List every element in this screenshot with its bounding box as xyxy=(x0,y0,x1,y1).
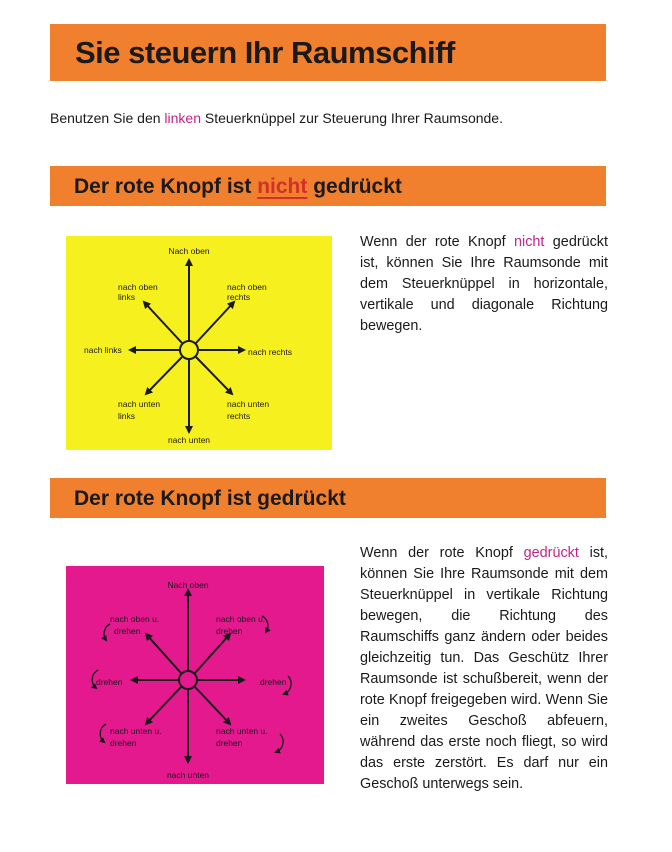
joystick-center-circle xyxy=(179,671,197,689)
label-bottom: nach unten xyxy=(167,435,211,445)
label-lower-left-2: drehen xyxy=(110,738,137,748)
label-lower-left-1: nach unten xyxy=(118,399,161,409)
joystick-diagram-pressed xyxy=(66,566,324,784)
label-left: drehen xyxy=(96,677,123,687)
section1-heading-highlight: nicht xyxy=(257,175,308,198)
label-top: Nach oben xyxy=(168,246,210,256)
label-left: nach links xyxy=(84,345,122,355)
label-lower-left-2: links xyxy=(118,411,136,421)
label-right: drehen xyxy=(260,677,287,687)
section2-text-after: ist, können Sie Ihre Raumsonde mit dem Steuerknüppel in vertikale Richtung bewegen, die Richtung des Raumschiffs ganz ändern oder beides gleichzeitig tun. Das Geschütz Ihrer Raumsonde ist schußbereit, wenn der rote Knopf freigegeben wird. Wenn Sie ein zweites Geschoß abfeuern, während das erste noch fliegt, so wird das erste zerstört. Es darf nur ein Geschoß unterwegs sein. xyxy=(360,545,609,792)
arrow-up-left xyxy=(146,634,181,673)
arrow-up-right xyxy=(196,302,234,343)
rotate-arc-lower-left xyxy=(100,724,106,742)
label-upper-right-2: drehen xyxy=(216,626,243,636)
label-upper-left-1: nach oben u. xyxy=(110,614,160,624)
intro-text xyxy=(50,110,503,126)
section2-text-before: Wenn der rote Knopf xyxy=(360,545,524,561)
label-upper-left-1: nach oben xyxy=(118,282,158,292)
section1-heading-before: Der rote Knopf ist xyxy=(74,175,258,198)
section2-paragraph xyxy=(360,543,608,795)
intro-after: Steuerknüppel zur Steuerung Ihrer Raumsonde. xyxy=(201,110,503,126)
label-upper-right-2: rechts xyxy=(227,292,251,302)
section1-text-highlight: nicht xyxy=(514,234,545,250)
rotate-arc-lower-right xyxy=(276,734,283,752)
label-lower-right-2: rechts xyxy=(227,411,251,421)
label-lower-right-2: drehen xyxy=(216,738,243,748)
section2-text-highlight: gedrückt xyxy=(523,545,579,561)
label-upper-left-2: links xyxy=(118,292,136,302)
label-upper-right-1: nach oben u. xyxy=(216,614,266,624)
page-title: Sie steuern Ihr Raumschiff xyxy=(50,24,606,81)
section1-paragraph xyxy=(360,232,608,337)
label-upper-right-1: nach oben xyxy=(227,282,267,292)
section1-heading-after: gedrückt xyxy=(307,175,402,198)
section2-heading: Der rote Knopf ist gedrückt xyxy=(50,478,606,518)
label-lower-right-1: nach unten xyxy=(227,399,270,409)
section1-text-before: Wenn der rote Knopf xyxy=(360,234,515,250)
joystick-diagram-not-pressed xyxy=(66,236,332,450)
section1-heading xyxy=(50,166,606,206)
arrow-up-right xyxy=(195,634,230,673)
label-top: Nach oben xyxy=(167,580,209,590)
joystick-center-circle xyxy=(180,341,198,359)
label-right: nach rechts xyxy=(248,347,292,357)
intro-highlight: linken xyxy=(164,110,202,126)
label-lower-left-1: nach unten u. xyxy=(110,726,162,736)
section1-text-after: gedrückt ist, können Sie Ihre Raumsonde mit dem Steuerknüppel in horizontale, vertikale und diagonale Richtung bewegen. xyxy=(360,234,609,334)
arrow-up-left xyxy=(144,302,182,343)
rotate-arc-upper-left xyxy=(104,624,110,640)
rotation-arrows-graphic xyxy=(66,566,324,784)
label-bottom: nach unten xyxy=(166,770,210,780)
arrow-down-left xyxy=(146,687,181,724)
intro-before: Benutzen Sie den xyxy=(50,110,165,126)
label-lower-right-1: nach unten u. xyxy=(216,726,268,736)
arrow-down-left xyxy=(146,357,182,394)
label-upper-left-2: drehen xyxy=(114,626,141,636)
arrow-down-right xyxy=(195,687,230,724)
direction-arrows-graphic xyxy=(66,236,332,450)
arrow-down-right xyxy=(196,357,232,394)
